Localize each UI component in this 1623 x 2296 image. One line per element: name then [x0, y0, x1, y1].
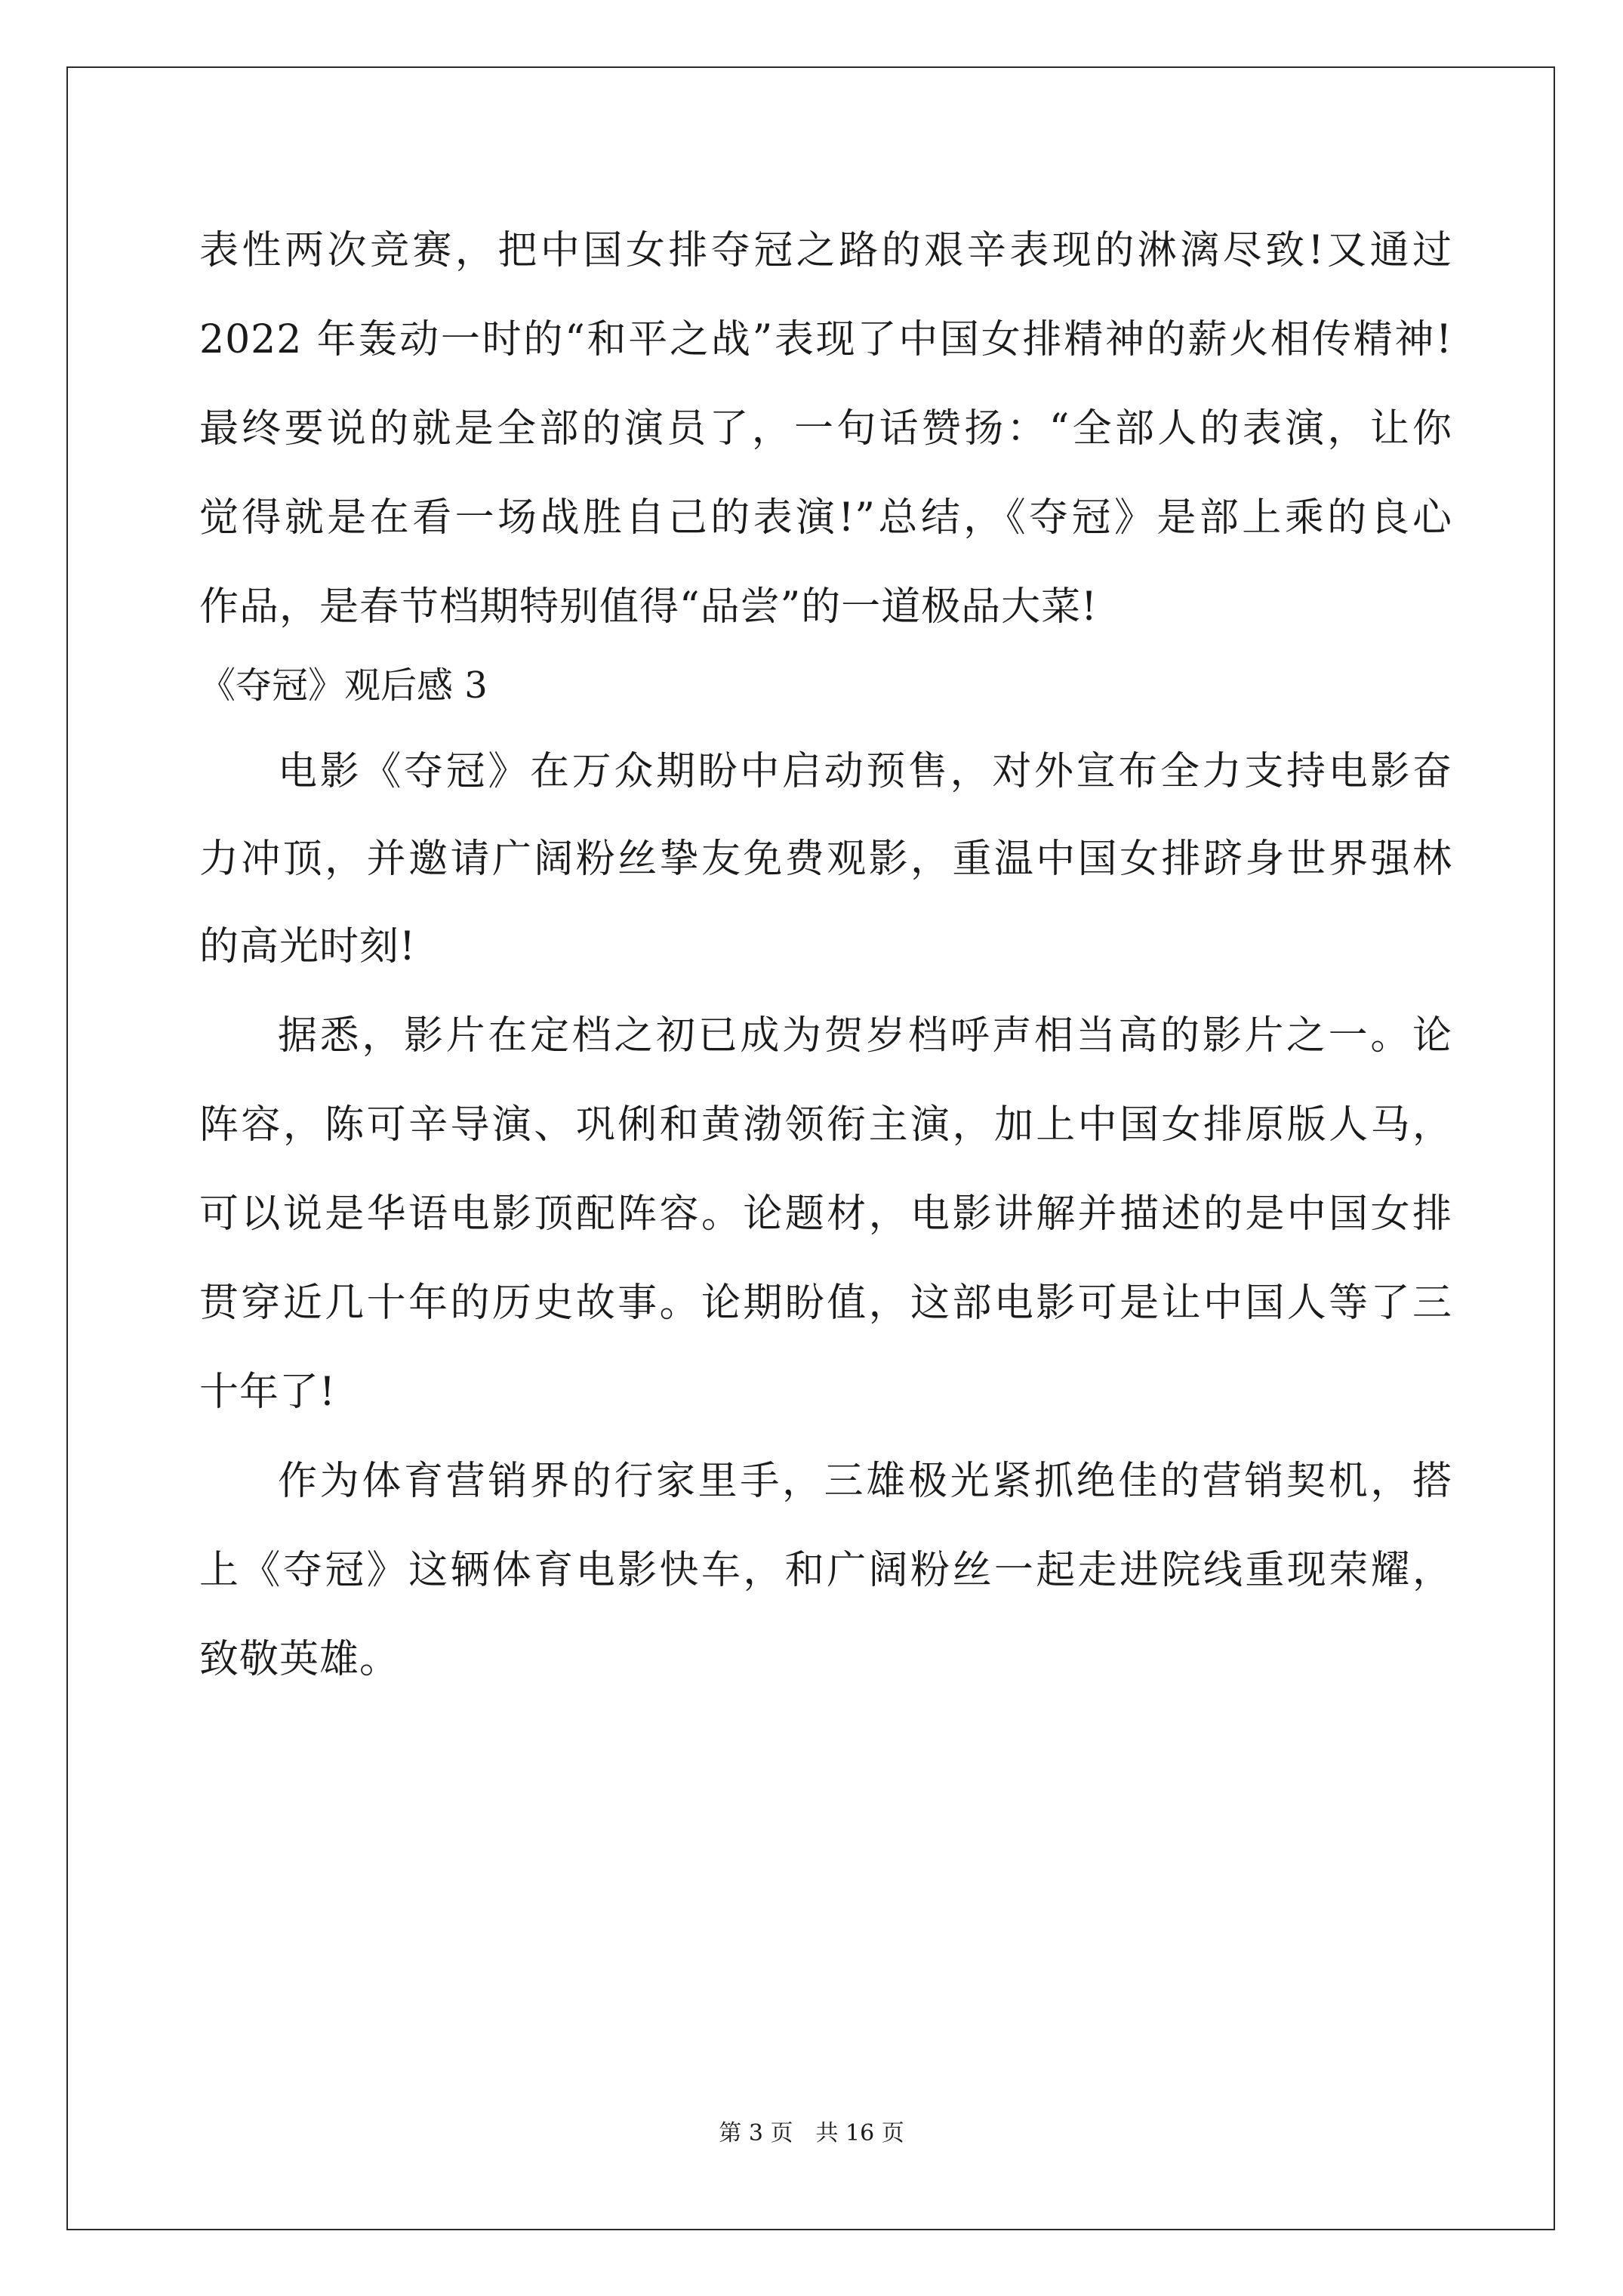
- paragraph-line: 上《夺冠》这辆体育电影快车，和广阔粉丝一起走进院线重现荣耀，: [199, 1548, 1452, 1593]
- paragraph-line: 电影《夺冠》在万众期盼中启动预售，对外宣布全力支持电影奋: [278, 749, 1452, 794]
- paragraph-line: 觉得就是在看一场战胜自己的表演!”总结，《夺冠》是部上乘的良心: [199, 495, 1452, 541]
- paragraph-line: 十年了!: [199, 1370, 336, 1415]
- section-heading: 《夺冠》观后感 3: [199, 664, 488, 707]
- page-total: 共 16 页: [815, 2120, 904, 2147]
- paragraph-line: 力冲顶，并邀请广阔粉丝挚友免费观影，重温中国女排跻身世界强林: [199, 837, 1452, 882]
- paragraph-line: 最终要说的就是全部的演员了，一句话赞扬：“全部人的表演，让你: [199, 406, 1452, 451]
- paragraph-line: 致敬英雄。: [199, 1637, 400, 1682]
- paragraph-line: 的高光时刻!: [199, 924, 416, 969]
- paragraph-line: 作品，是春节档期特别值得“品尝”的一道极品大菜!: [199, 584, 1098, 630]
- paragraph-line: 作为体育营销界的行家里手，三雄极光紧抓绝佳的营销契机，搭: [278, 1459, 1452, 1504]
- page-border: [66, 66, 1555, 2230]
- page-footer: [0, 2120, 1623, 2147]
- paragraph-line: 可以说是华语电影顶配阵容。论题材，电影讲解并描述的是中国女排: [199, 1191, 1452, 1237]
- paragraph-line: 据悉，影片在定档之初已成为贺岁档呼声相当高的影片之一。论: [278, 1013, 1452, 1059]
- paragraph-line: 表性两次竞赛，把中国女排夺冠之路的艰辛表现的淋漓尽致!又通过: [199, 228, 1452, 273]
- paragraph-line: 贯穿近几十年的历史故事。论期盼值，这部电影可是让中国人等了三: [199, 1281, 1452, 1326]
- page-number: 第 3 页: [719, 2120, 793, 2147]
- paragraph-line: 阵容，陈可辛导演、巩俐和黄渤领衔主演，加上中国女排原版人马，: [199, 1102, 1452, 1148]
- paragraph-line: 2022 年轰动一时的“和平之战”表现了中国女排精神的薪火相传精神!: [199, 317, 1452, 362]
